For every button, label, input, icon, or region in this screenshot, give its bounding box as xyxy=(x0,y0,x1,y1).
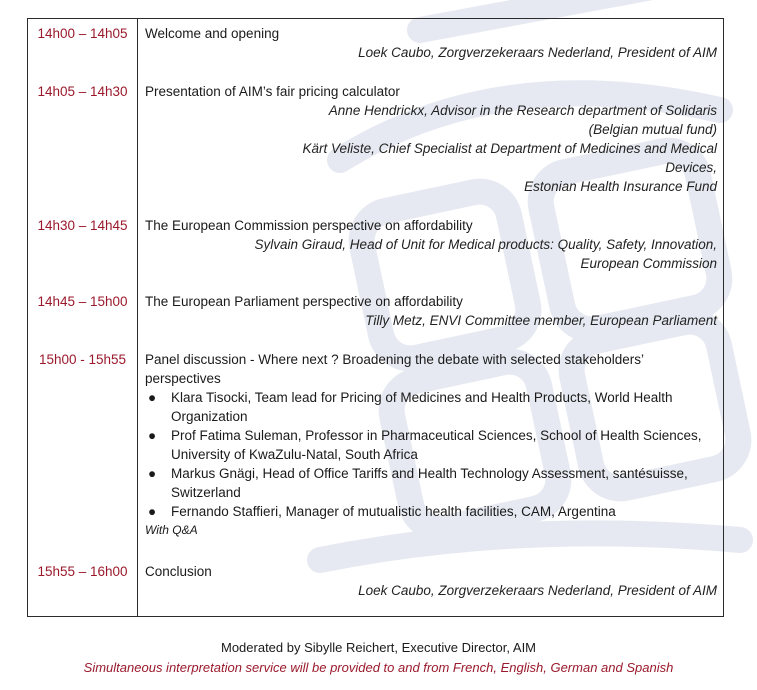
speaker: Anne Hendrickx, Advisor in the Research department of Solidaris xyxy=(328,103,717,118)
panelist-list xyxy=(145,388,717,521)
speaker: Kärt Veliste, Chief Specialist at Department of Medicines and Medical xyxy=(302,141,717,156)
list-item xyxy=(145,502,717,521)
session-title: Conclusion xyxy=(145,564,212,579)
speaker: Tilly Metz, ENVI Committee member, European Parliament xyxy=(365,313,717,328)
panelist: Klara Tisocki, Team lead for Pricing of Medicines and Health Products, World Health Organization xyxy=(171,390,673,424)
time-slot: 14h05 – 14h30 xyxy=(37,84,128,99)
speaker: Devices, xyxy=(665,160,717,175)
panelist: Markus Gnägi, Head of Office Tariffs and Health Technology Assessment, santésuisse, Switzerland xyxy=(171,466,688,500)
session-title: Presentation of AIM’s fair pricing calculator xyxy=(145,84,400,99)
speaker: Estonian Health Insurance Fund xyxy=(524,179,717,194)
qa-note: With Q&A xyxy=(145,523,198,537)
time-slot: 14h45 – 15h00 xyxy=(37,294,128,309)
speaker: European Commission xyxy=(580,256,717,271)
time-slot: 15h00 - 15h55 xyxy=(38,352,127,367)
session-title: Welcome and opening xyxy=(145,26,280,41)
speaker: Loek Caubo, Zorgverzekeraars Nederland, President of AIM xyxy=(358,583,717,598)
panelist: Fernando Staffieri, Manager of mutualistic health facilities, CAM, Argentina xyxy=(171,504,616,519)
time-slot: 14h00 – 14h05 xyxy=(37,26,128,41)
bullet-icon: ● xyxy=(148,466,157,481)
column-divider xyxy=(137,19,138,616)
session-title: The European Commission perspective on affordability xyxy=(145,218,473,233)
agenda-table xyxy=(27,18,724,617)
list-item xyxy=(145,426,717,464)
session-title: Panel discussion - Where next ? Broadening the debate with selected stakeholders’ perspectives xyxy=(145,352,644,386)
speaker: (Belgian mutual fund) xyxy=(588,122,717,137)
session-title: The European Parliament perspective on affordability xyxy=(145,294,463,309)
bullet-icon: ● xyxy=(148,390,157,405)
footer xyxy=(0,638,757,678)
interpretation-note: Simultaneous interpretation service will be provided to and from French, English, German and Spanish xyxy=(83,660,674,675)
panelist: Prof Fatima Suleman, Professor in Pharmaceutical Sciences, School of Health Sciences, University of KwaZulu-Natal, South Africa xyxy=(171,428,702,462)
list-item xyxy=(145,388,717,426)
speaker: Sylvain Giraud, Head of Unit for Medical products: Quality, Safety, Innovation, xyxy=(254,237,717,252)
list-item xyxy=(145,464,717,502)
time-slot: 14h30 – 14h45 xyxy=(37,218,128,233)
time-slot: 15h55 – 16h00 xyxy=(37,564,128,579)
bullet-icon: ● xyxy=(148,428,157,443)
moderator-note: Moderated by Sibylle Reichert, Executive Director, AIM xyxy=(220,640,537,655)
speaker: Loek Caubo, Zorgverzekeraars Nederland, President of AIM xyxy=(358,45,717,60)
bullet-icon: ● xyxy=(148,504,157,519)
